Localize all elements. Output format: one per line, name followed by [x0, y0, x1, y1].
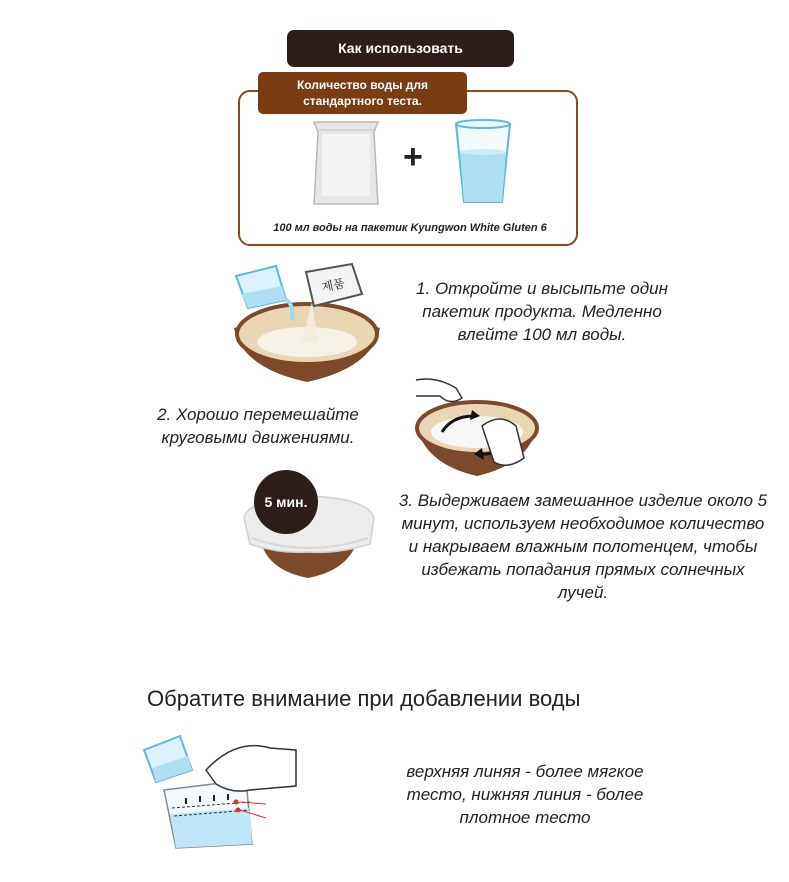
- water-glass-icon: [452, 118, 514, 208]
- step-1-text: 1. Откройте и высыпьте один пакетик продукта. Медленно влейте 100 мл воды.: [416, 279, 668, 344]
- note-text: верхняя линяя - более мягкое тесто, нижняя линия - более плотное тесто: [406, 762, 644, 827]
- fill-line-illustration: [140, 730, 300, 850]
- subtitle: Количество воды для стандартного теста.: [296, 78, 429, 108]
- step-3-text: 3. Выдерживаем замешанное изделие около 5 минут, используем необходимое количество и накрываем влажным полотенцем, чтобы избежать попадания прямых солнечных лучей.: [398, 491, 768, 602]
- plus-sign-icon: +: [403, 138, 423, 176]
- title-banner: [287, 30, 514, 67]
- product-sachet-icon: [300, 262, 366, 310]
- mixing-bowl-illustration: [412, 376, 542, 486]
- timer-badge: [254, 470, 318, 534]
- packet-label: 제품: [320, 276, 347, 295]
- measuring-cup-icon: [232, 264, 302, 314]
- water-amount-caption: 100 мл воды на пакетик Kyungwon White Gluten 6: [273, 222, 547, 234]
- step-2-text: 2. Хорошо перемешайте круговыми движениями.: [157, 405, 359, 447]
- note-heading: Обратите внимание при добавлении воды: [147, 686, 581, 711]
- product-packet-icon: [308, 118, 384, 210]
- subtitle-banner: [258, 72, 467, 114]
- timer-label: 5 мин.: [264, 494, 308, 510]
- page-title: Как использовать: [338, 40, 463, 56]
